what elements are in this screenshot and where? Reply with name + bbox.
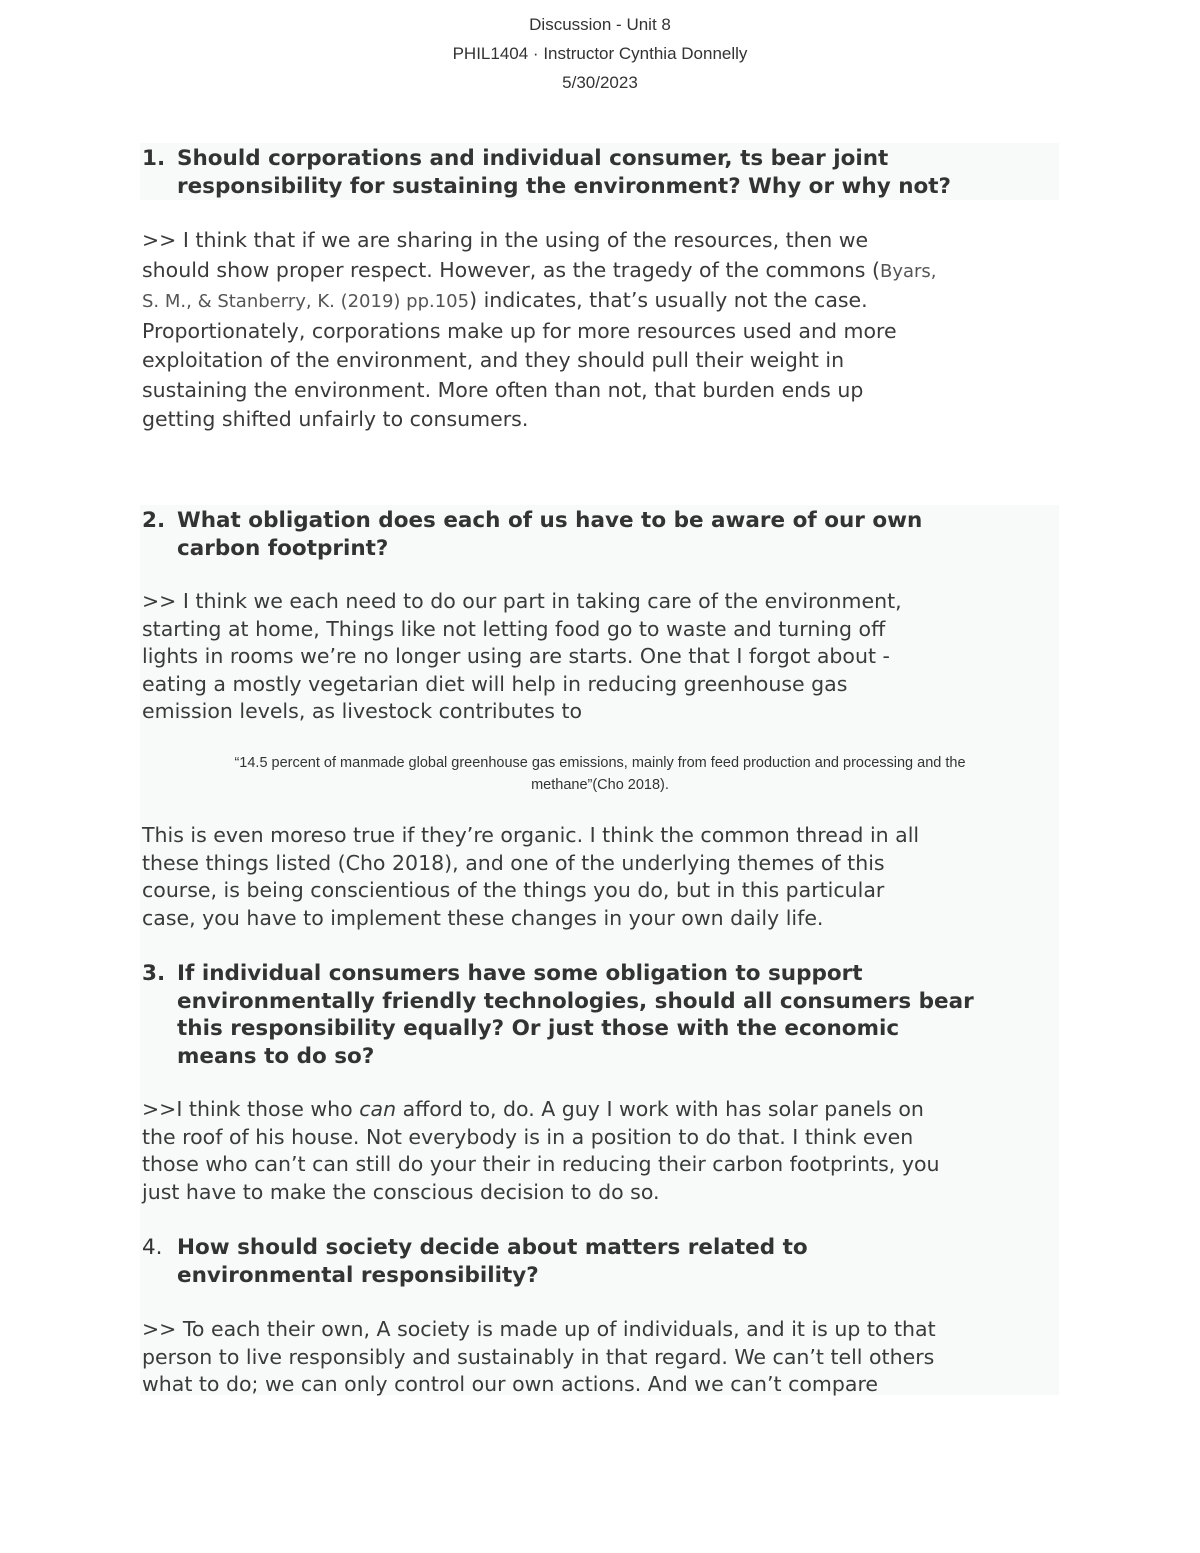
question-number: 4. (142, 1235, 163, 1260)
answer-2 (142, 588, 1062, 726)
answer-text: >>I think those who (142, 1097, 360, 1121)
answer-line: lights in rooms we’re no longer using are starts. One that I forgot about - (142, 644, 890, 668)
answer-line: getting shifted unfairly to consumers. (142, 407, 529, 431)
answer-line: eating a mostly vegetarian diet will help in reducing greenhouse gas (142, 671, 848, 696)
document-header (0, 10, 1200, 97)
answer-line: those who can’t can still do your their in reducing their carbon footprints, you (142, 1152, 940, 1176)
question-1 (142, 145, 1052, 200)
answer-text: ) indicates, that’s usually not the case. (469, 288, 868, 312)
answer-line: >> To each their own, A society is made up of individuals, and it is up to that (142, 1317, 936, 1341)
question-line: Should corporations and individual consumer, ts bear joint (177, 146, 889, 171)
question-line: environmentally friendly technologies, should all consumers bear (177, 988, 974, 1014)
answer-line: >> I think that if we are sharing in the using of the resources, then we (142, 228, 869, 252)
citation-text: Byars, (879, 260, 937, 282)
question-number: 1. (142, 146, 166, 171)
answer-line: just have to make the conscious decision to do so. (142, 1179, 660, 1204)
answer-line: >> I think we each need to do our part in taking care of the environment, (142, 589, 902, 613)
course-instructor-line: PHIL1404 · Instructor Cynthia Donnelly (452, 44, 748, 63)
answer-2-continued (142, 822, 1062, 932)
answer-text: should show proper respect. However, as the tragedy of the commons ( (142, 257, 880, 282)
question-text (177, 145, 1052, 200)
answer-line: what to do; we can only control our own actions. And we can’t compare (142, 1372, 879, 1396)
quote-line: “14.5 percent of manmade global greenhouse gas emissions, mainly from feed production and processing and the (234, 755, 966, 771)
document-date: 5/30/2023 (562, 73, 638, 92)
answer-line: case, you have to implement these changes in your own daily life. (142, 905, 824, 930)
question-text (177, 960, 1052, 1070)
answer-line: starting at home, Things like not letting food go to waste and turning off (142, 616, 886, 641)
citation-text: S. M., & Stanberry, K. (2019) pp.105 (142, 291, 470, 312)
question-4 (142, 1234, 1052, 1289)
emphasis-text: can (359, 1097, 397, 1121)
answer-line: sustaining the environment. More often than not, that burden ends up (142, 377, 864, 402)
question-line: means to do so? (177, 1043, 375, 1069)
question-line: responsibility for sustaining the environment? Why or why not? (177, 173, 952, 199)
answer-line (142, 286, 1062, 317)
question-line: this responsibility equally? Or just those with the economic (177, 1016, 900, 1041)
answer-line: the roof of his house. Not everybody is in a position to do that. I think even (142, 1124, 914, 1149)
answer-line: course, is being conscientious of the things you do, but in this particular (142, 878, 885, 902)
answer-line (142, 256, 1062, 287)
question-line: environmental responsibility? (177, 1262, 539, 1288)
question-line: How should society decide about matters related to (177, 1235, 808, 1260)
answer-line: these things listed (Cho 2018), and one of the underlying themes of this (142, 850, 885, 875)
answer-3 (142, 1096, 1062, 1206)
block-quote (150, 752, 1050, 796)
document-title: Discussion - Unit 8 (529, 15, 671, 34)
answer-line: person to live responsibly and sustainably in that regard. We can’t tell others (142, 1344, 935, 1369)
answer-line: This is even moreso true if they’re organic. I think the common thread in all (142, 823, 920, 847)
question-text (177, 1234, 1052, 1289)
answer-line: emission levels, as livestock contributes to (142, 699, 583, 723)
answer-line: Proportionately, corporations make up for more resources used and more (142, 318, 897, 343)
question-2 (142, 507, 1052, 562)
question-line: If individual consumers have some obligation to support (177, 961, 863, 986)
answer-line: exploitation of the environment, and they should pull their weight in (142, 348, 845, 372)
quote-line: methane”(Cho 2018). (531, 777, 669, 793)
answer-1 (142, 226, 1062, 435)
question-number: 3. (142, 961, 166, 986)
question-number: 2. (142, 508, 166, 533)
answer-4 (142, 1316, 1062, 1399)
question-3 (142, 960, 1052, 1070)
question-text (177, 507, 1052, 562)
answer-line (142, 1096, 1062, 1124)
question-line: carbon footprint? (177, 535, 389, 561)
answer-text: afford to, do. A guy I work with has solar panels on (396, 1097, 924, 1121)
question-line: What obligation does each of us have to be aware of our own (177, 508, 923, 533)
